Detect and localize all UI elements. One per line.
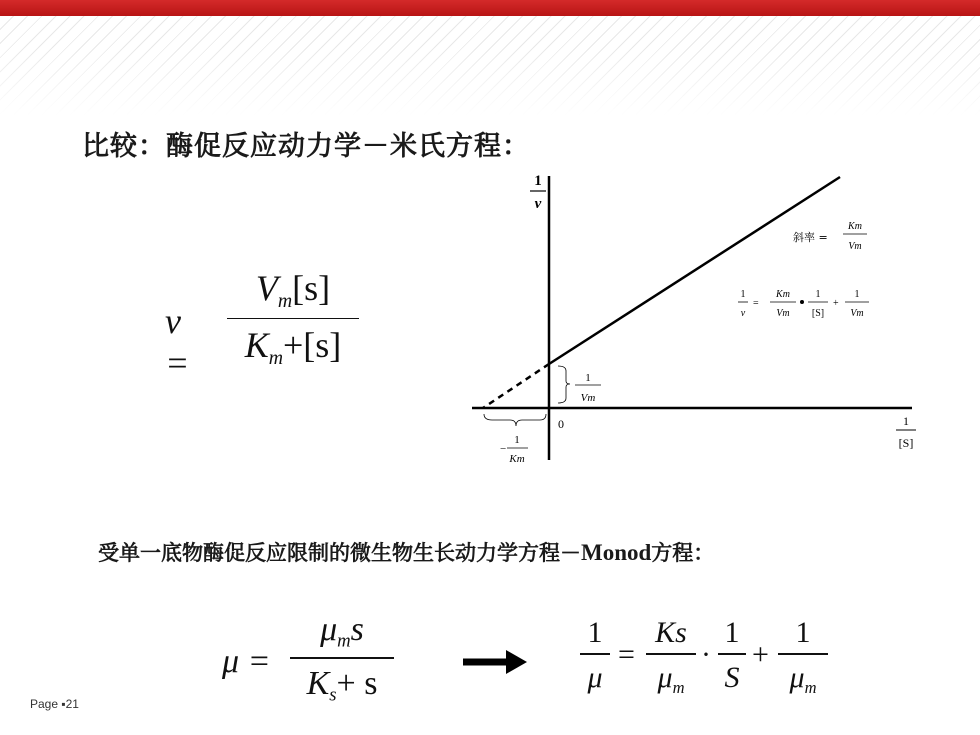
monod-fraction — [290, 613, 394, 705]
lb-c-den: Vm — [850, 308, 864, 319]
mm-lhs: v = — [165, 301, 190, 383]
ml-term3: 1 $\mu_m$ — [778, 618, 828, 696]
slide-title: 比较：酶促反应动力学－米氏方程： — [82, 131, 530, 162]
ml-term2-bar — [718, 653, 746, 655]
lb-k-num: Km — [776, 289, 790, 300]
lb-k-den: Vm — [776, 308, 790, 319]
extrapolated-line — [483, 364, 549, 408]
lb-lhs-den: v — [740, 308, 746, 319]
x-intercept-brace — [484, 414, 546, 426]
ml-term1: Ks $\mu_m$ — [646, 618, 696, 696]
monod-numerator: $\mu_ms$ — [320, 611, 364, 652]
regression-line — [549, 177, 840, 364]
ml-lhs-bar — [580, 653, 610, 655]
lb-c-num: 1 — [854, 289, 860, 300]
x-intercept-num: 1 — [514, 434, 520, 446]
page-number: Page ▪21 — [30, 697, 79, 711]
ml-dot: · — [701, 638, 711, 671]
slope-den: Vm — [848, 241, 862, 252]
monod-lhs: μ = — [222, 643, 271, 680]
ml-lhs: 1 μ — [580, 618, 610, 693]
y-intercept-den: Vm — [580, 392, 596, 404]
lb-s-num: 1 — [815, 289, 821, 300]
y-intercept-num: 1 — [585, 372, 591, 384]
ml-plus: + — [752, 638, 769, 671]
lb-dot — [800, 300, 804, 304]
x-intercept-den: Km — [509, 453, 525, 465]
origin-label: 0 — [558, 417, 564, 431]
x-intercept-sign: − — [500, 443, 507, 455]
right-arrow-icon — [506, 650, 527, 674]
mm-denominator: $K_m+[s]$ — [244, 325, 342, 370]
x-axis-label-num: 1 — [903, 414, 909, 428]
monod-subtitle: 受单一底物酶促反应限制的微生物生长动力学方程－Monod方程： — [98, 540, 715, 565]
monod-denominator: $K_s+ s$ — [306, 664, 378, 706]
slope-num: Km — [848, 221, 862, 232]
y-axis-label-den: v — [534, 196, 542, 212]
y-intercept-brace — [558, 366, 570, 403]
y-axis-label-num: 1 — [534, 173, 542, 189]
lb-lhs-num: 1 — [740, 289, 746, 300]
x-axis-label-den: [S] — [898, 436, 914, 450]
slope-label: 斜率 = — [793, 231, 828, 244]
monod-fraction-bar — [290, 657, 394, 659]
lb-plus: + — [833, 298, 839, 309]
lb-s-den: [S] — [811, 308, 825, 319]
ml-term1-bar — [646, 653, 696, 655]
ml-term3-bar — [778, 653, 828, 655]
ml-equals: = — [618, 638, 635, 671]
ml-term2: 1 S — [718, 618, 746, 693]
lineweaver-burk-equation — [738, 289, 869, 319]
mm-numerator: $V_m[s]$ — [255, 268, 331, 312]
lb-equals: = — [753, 298, 759, 309]
